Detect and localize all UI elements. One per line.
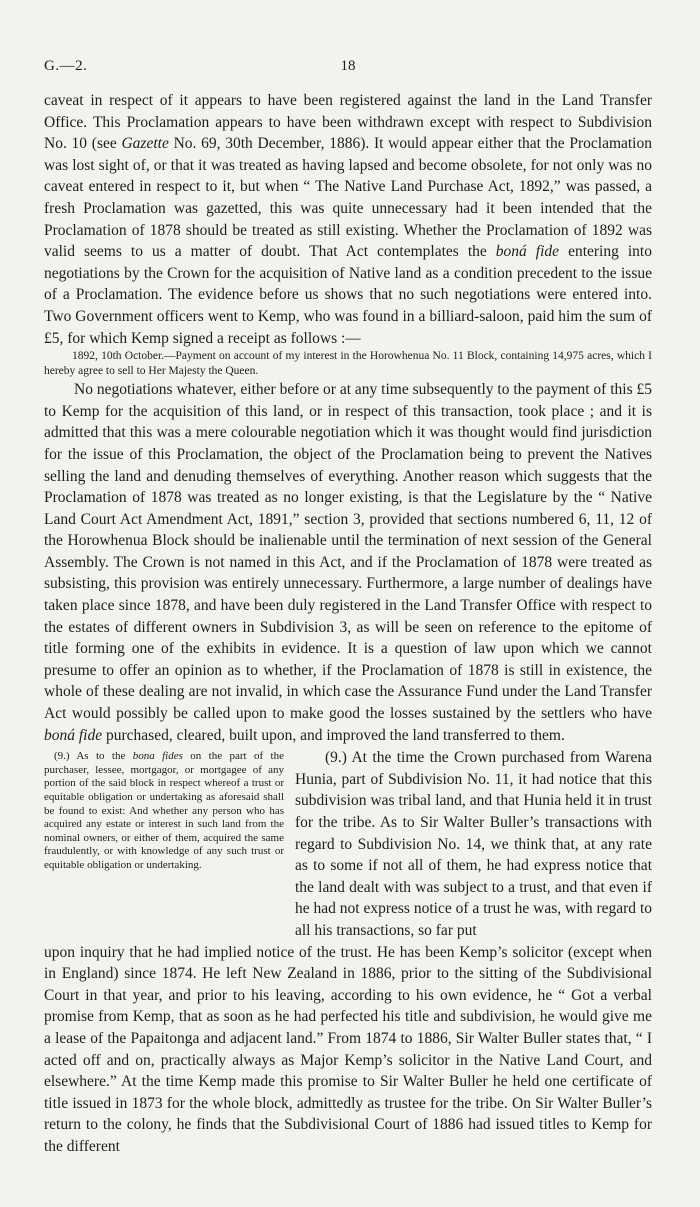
text-run: entering into negotiations by the Crown for the acquisition of Native land as a condition precedent to the issue of a Proclamation. The evidence before us shows that no such negotiations were entered into. Two Government officers went to Kemp, who was found in a billiard-saloon, paid him the sum of £5, for which Kemp signed a receipt as follows :—: [44, 243, 652, 347]
text-run: caveat in respect of it appears to have been registered against the land in the Land Transfer Office. This Proclamation appears to have been withdrawn except with respect to Subdivision No. 10 (see: [44, 92, 652, 153]
document-page: [44, 58, 652, 1158]
paragraph-negotiations: [44, 379, 652, 746]
text-run: No negotiations whatever, either before or at any time subsequently to the payment of this £5 to Kemp for the acquisition of this land, or in respect of this transaction, took place ; and it is admitted that this was a mere colourable negotiation which it was thought would find jurisdiction for the issue of this Proclamation, the object of the Proclamation being to prevent the Natives selling the land and denuding themselves of everything. Another reason which suggests that the Proclamation of 1878 was treated as no longer existing, is that the Legislature by the “ Native Land Court Act Amendment Act, 1891,” section 3, provided that sections numbered 6, 11, 12 of the Horowhenua Block should be inalienable until the termination of next session of the General Assembly. The Crown is not named in this Act, and if the Proclamation of 1878 were treated as subsisting, this provision was entirely unnecessary. Furthermore, a large number of dealings have taken place since 1878, and have been duly registered in the Land Transfer Office with respect to the estates of different owners in Subdivision 3, as will be seen on reference to the epitome of title forming one of the exhibits in evidence. It is a question of law upon which we cannot presume to offer an opinion as to whether, if the Proclamation of 1878 is still in existence, the whole of these dealing are not invalid, in which case the Assurance Fund under the Land Transfer Act would possibly be called upon to make good the losses sustained by the settlers who have: [44, 381, 652, 723]
receipt-quotation: 1892, 10th October.—Payment on account of my interest in the Horowhenua No. 11 Block, containing 14,975 acres, which I hereby agree to sell to Her Majesty the Queen.: [44, 350, 652, 378]
text-run: (9.) At the time the Crown purchased from Warena Hunia, part of Subdivision No. 11, it had notice that this subdivision was tribal land, and that Hunia held it in trust for the tribe. As to Sir Walter Buller’s transactions with regard to Subdivision No. 14, we think that, at any rate as to some if not all of them, he had express notice that the land dealt with was subject to a trust, and that even if he had not express notice of a trust he was, with regard to all his transactions, so far put: [295, 749, 652, 939]
marginal-note: [44, 747, 284, 941]
italic-text: boná fide: [495, 243, 560, 261]
marginal-section: [44, 747, 652, 941]
italic-text: boná fide: [44, 726, 103, 744]
paragraph-proclamation: [44, 90, 652, 349]
paragraph-crown-purchase: [295, 747, 652, 941]
italic-text: Gazette: [121, 135, 169, 153]
page-header: [44, 58, 652, 80]
text-run: on the part of the purchaser, lessee, mortgagor, or mortgagee of any portion of the said block in respect whereof a trust or equitable obligation or undertaking as aforesaid shall be found to exist: And whether any person who has acquired any estate or interest in such land from the nominal owners, or either of them, acquired the same fraudulently, or with knowledge of any such trust or equitable obligation or undertaking.: [44, 750, 284, 871]
paragraph-continuation: upon inquiry that he had implied notice of the trust. He has been Kemp’s solicitor (except when in England) since 1874. He left New Zealand in 1886, prior to the sitting of the Subdivisional Court in that year, and prior to his leaving, according to his own evidence, he “ Got a verbal promise from Kemp, that as soon as he had perfected his title and subdivision, he would give me a lease of the Papaitonga and adjacent land.” From 1874 to 1886, Sir Walter Buller states that, “ I acted off and on, practically always as Major Kemp’s solicitor in the Native Land Court, and elsewhere.” At the time Kemp made this promise to Sir Walter Buller he held one certificate of title issued in 1873 for the whole block, admittedly as trustee for the tribe. On Sir Walter Buller’s return to the colony, he finds that the Subdivisional Court of 1886 had issued titles to Kemp for the different: [44, 943, 652, 1155]
text-run: (9.) As to the: [54, 750, 133, 763]
page-number: 18: [340, 58, 356, 74]
text-run: purchased, cleared, built upon, and improved the land transferred to them.: [102, 726, 565, 744]
parliamentary-paper-reference: G.—2.: [44, 58, 88, 74]
body-text: [44, 90, 652, 1158]
text-run: No. 69, 30th December, 1886). It would appear either that the Proclamation was lost sight of, or that it was treated as having lapsed and become obsolete, for not only was no caveat entered in respect to it, but when “ The Native Land Purchase Act, 1892,” was passed, a fresh Proclamation was gazetted, this was quite unnecessary had it been intended that the Proclamation of 1878 should be treated as still existing. Whether the Proclamation of 1892 was valid seems to us a matter of doubt. That Act contemplates the: [44, 135, 652, 261]
italic-text: bona fides: [132, 750, 183, 763]
